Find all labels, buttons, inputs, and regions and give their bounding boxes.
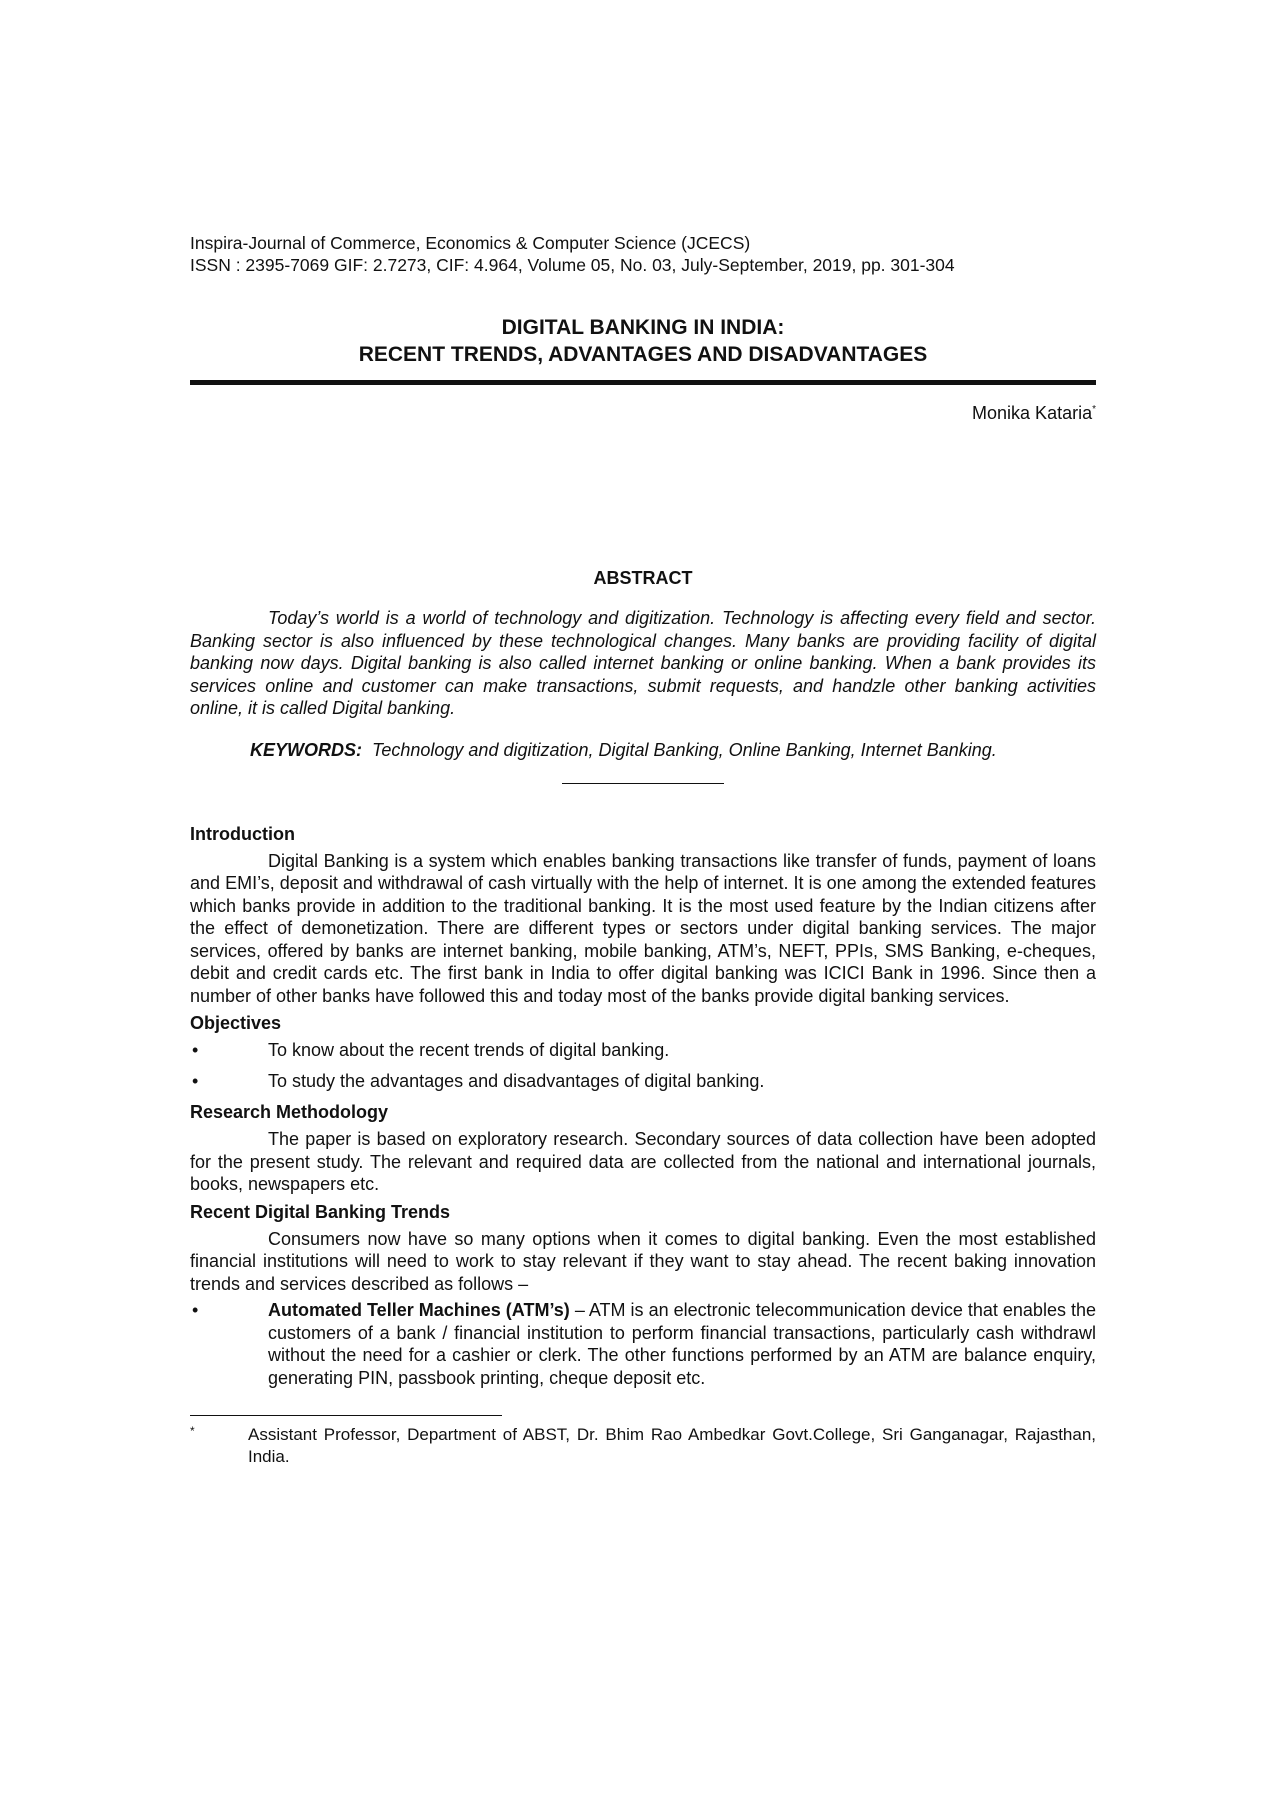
trends-text: Consumers now have so many options when it comes to digital banking. Even the most established financial institutions will need to work to stay relevant if they want to stay ahead. The recent baking innovation trends and services described as follows – xyxy=(190,1228,1096,1294)
journal-name: Inspira-Journal of Commerce, Economics & Computer Science (JCECS) xyxy=(190,233,751,253)
introduction-text: Digital Banking is a system which enables banking transactions like transfer of funds, payment of loans and EMI’s, deposit and withdrawal of cash virtually with the help of internet. It is one among the extended features which banks provide in addition to the traditional banking. It is the most used feature by the Indian citizens after the effect of demonetization. There are different types or sectors under digital banking services. The major services, offered by banks are internet banking, mobile banking, ATM’s, NEFT, PPIs, SMS Banking, e-cheques, debit and credit cards etc. The first bank in India to offer digital banking was ICICI Bank in 1996. Since then a number of other banks have followed this and today most of the banks provide digital banking services. xyxy=(190,850,1096,1006)
author-footnote-mark: * xyxy=(1092,404,1096,415)
keywords-label: KEYWORDS: xyxy=(250,739,362,760)
author-name: Monika Kataria xyxy=(972,403,1093,423)
methodology-text: The paper is based on exploratory research. Secondary sources of data collection have been adopted for the present study. The relevant and required data are collected from the national and international journals, books, newspapers etc. xyxy=(190,1129,1096,1194)
objective-text: To know about the recent trends of digital banking. xyxy=(268,1040,670,1060)
abstract-heading: ABSTRACT xyxy=(593,568,693,588)
list-item xyxy=(190,1070,1096,1093)
trend-text: – ATM is an electronic telecommunication device that enables the customers of a bank / financial institution to perform financial transactions, particularly cash withdrawl without the need for a cashier or clerk. The other functions performed by an ATM are balance enquiry, generating PIN, passbook printing, cheque deposit etc. xyxy=(268,1300,1097,1388)
bullet-icon: • xyxy=(192,1040,199,1060)
title-divider xyxy=(190,380,1096,385)
list-item xyxy=(190,1299,1096,1389)
bullet-icon: • xyxy=(192,1070,199,1091)
bullet-icon: • xyxy=(192,1300,199,1320)
objectives-heading: Objectives xyxy=(190,1013,282,1033)
title-line-1: DIGITAL BANKING IN INDIA: xyxy=(501,316,785,339)
objectives-list xyxy=(190,1039,1096,1092)
methodology-heading: Research Methodology xyxy=(190,1102,389,1122)
keywords-text: Technology and digitization, Digital Banking, Online Banking, Internet Banking. xyxy=(372,739,997,760)
section-divider xyxy=(562,783,724,784)
paper-page xyxy=(190,232,1096,1468)
footnote xyxy=(190,1424,1096,1468)
footnote-mark: * xyxy=(190,1424,195,1438)
keywords xyxy=(190,740,1096,761)
objective-text: To study the advantages and disadvantages of digital banking. xyxy=(268,1070,765,1091)
trend-term: Automated Teller Machines (ATM’s) xyxy=(268,1300,570,1320)
title-line-2: RECENT TRENDS, ADVANTAGES AND DISADVANTAGES xyxy=(358,343,928,366)
trends-heading: Recent Digital Banking Trends xyxy=(190,1201,451,1222)
trends-list xyxy=(190,1299,1096,1389)
paper-title xyxy=(190,314,1096,368)
footnote-divider xyxy=(190,1415,502,1416)
list-item xyxy=(190,1039,1096,1062)
abstract-text: Today’s world is a world of technology and digitization. Technology is affecting every field and sector. Banking sector is also influenced by these technological changes. Many banks are providing facility of digital banking now days. Digital banking is also called internet banking or online banking. When a bank provides its services online and customer can make transactions, submit requests, and handzle other banking activities online, it is called Digital banking. xyxy=(190,608,1096,718)
author xyxy=(190,403,1096,424)
introduction-heading: Introduction xyxy=(190,823,295,844)
issn-line: ISSN : 2395-7069 GIF: 2.7273, CIF: 4.964, Volume 05, No. 03, July-September, 2019, pp. 301-304 xyxy=(190,255,955,275)
footnote-text: Assistant Professor, Department of ABST, Dr. Bhim Rao Ambedkar Govt.College, Sri Ganganagar, Rajasthan, India. xyxy=(248,1425,1096,1466)
